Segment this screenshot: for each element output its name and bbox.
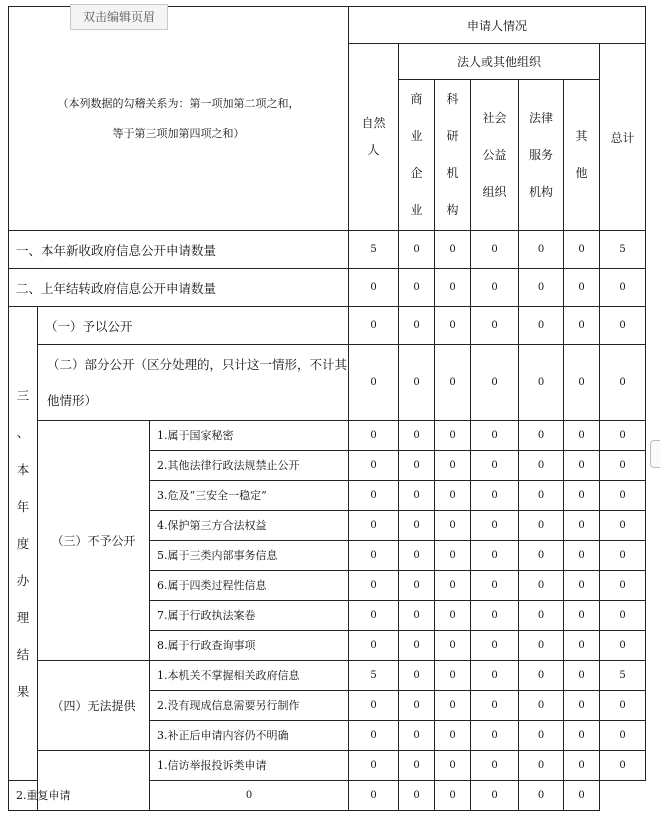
value-cell: 0 [399, 451, 435, 481]
value-cell: 0 [471, 721, 519, 751]
value-cell: 0 [435, 721, 471, 751]
value-cell: 0 [471, 307, 519, 345]
value-cell: 0 [349, 481, 399, 511]
value-cell: 0 [600, 307, 646, 345]
legal-org-header: 法人或其他组织 [399, 44, 600, 80]
reason-label: 8.属于行政查询事项 [150, 631, 349, 661]
value-cell: 0 [471, 511, 519, 541]
value-cell: 0 [471, 345, 519, 421]
value-cell: 0 [564, 751, 600, 781]
value-cell: 0 [399, 721, 435, 751]
reason-label: 5.属于三类内部事务信息 [150, 541, 349, 571]
value-cell: 0 [600, 269, 646, 307]
sub-unable: （四）无法提供 [38, 661, 150, 751]
value-cell: 0 [564, 721, 600, 751]
value-cell: 0 [519, 721, 564, 751]
value-cell: 0 [399, 269, 435, 307]
reason-label: 7.属于行政执法案卷 [150, 601, 349, 631]
value-cell: 0 [435, 571, 471, 601]
value-cell: 0 [600, 541, 646, 571]
value-cell: 0 [564, 781, 600, 811]
value-cell: 0 [471, 481, 519, 511]
value-cell: 0 [435, 601, 471, 631]
value-cell: 0 [435, 421, 471, 451]
value-cell: 0 [471, 751, 519, 781]
value-cell: 0 [435, 631, 471, 661]
value-cell: 0 [519, 571, 564, 601]
value-cell: 0 [600, 571, 646, 601]
value-cell: 0 [519, 345, 564, 421]
value-cell: 0 [349, 511, 399, 541]
value-cell: 0 [471, 451, 519, 481]
row-new-applications: 一、本年新收政府信息公开申请数量 [9, 231, 349, 269]
header-edit-tag[interactable]: 双击编辑页眉 [70, 4, 168, 30]
value-cell: 0 [600, 345, 646, 421]
value-cell: 5 [600, 231, 646, 269]
value-cell: 0 [349, 421, 399, 451]
research-header: 科 研 机 构 [435, 80, 471, 231]
value-cell: 0 [600, 751, 646, 781]
value-cell: 0 [471, 601, 519, 631]
value-cell: 5 [349, 231, 399, 269]
value-cell: 0 [399, 571, 435, 601]
value-cell: 0 [399, 345, 435, 421]
value-cell: 0 [564, 691, 600, 721]
value-cell: 0 [600, 631, 646, 661]
value-cell: 0 [399, 781, 435, 811]
value-cell: 0 [349, 269, 399, 307]
reason-label: 2.其他法律行政法规禁止公开 [150, 451, 349, 481]
value-cell: 0 [399, 481, 435, 511]
value-cell: 0 [519, 661, 564, 691]
value-cell: 0 [435, 451, 471, 481]
value-cell: 0 [435, 661, 471, 691]
sub-partial: （二）部分公开（区分处理的，只计这一情形，不计其他情形） [38, 345, 349, 421]
value-cell: 0 [471, 661, 519, 691]
sub-not-open: （三）不予公开 [38, 421, 150, 661]
value-cell: 0 [600, 451, 646, 481]
disclosure-table [8, 6, 646, 811]
legal-service-header: 法律 服务 机构 [519, 80, 564, 231]
value-cell: 0 [435, 269, 471, 307]
value-cell: 0 [564, 511, 600, 541]
value-cell: 0 [600, 601, 646, 631]
value-cell: 0 [399, 751, 435, 781]
value-cell: 0 [564, 451, 600, 481]
value-cell: 0 [399, 541, 435, 571]
value-cell: 0 [399, 691, 435, 721]
value-cell: 0 [471, 691, 519, 721]
other-header: 其 他 [564, 80, 600, 231]
value-cell: 0 [471, 571, 519, 601]
value-cell: 0 [435, 511, 471, 541]
reason-label: 1.信访举报投诉类申请 [150, 751, 349, 781]
reason-label: 1.本机关不掌握相关政府信息 [150, 661, 349, 691]
value-cell: 0 [349, 345, 399, 421]
value-cell: 0 [471, 231, 519, 269]
reason-label: 2.重复申请 [9, 781, 38, 811]
value-cell: 0 [150, 781, 349, 811]
value-cell: 0 [471, 631, 519, 661]
value-cell: 0 [564, 307, 600, 345]
business-header: 商 业 企 业 [399, 80, 435, 231]
value-cell: 0 [435, 345, 471, 421]
value-cell: 0 [435, 691, 471, 721]
applicant-header: 申请人情况 [349, 7, 646, 44]
value-cell: 0 [564, 269, 600, 307]
note-cell [9, 7, 349, 231]
value-cell: 0 [519, 541, 564, 571]
value-cell: 0 [349, 541, 399, 571]
value-cell: 0 [349, 781, 399, 811]
social-org-header: 社会 公益 组织 [471, 80, 519, 231]
value-cell: 0 [471, 781, 519, 811]
value-cell: 0 [519, 751, 564, 781]
value-cell: 0 [564, 601, 600, 631]
value-cell: 0 [519, 631, 564, 661]
total-header: 总计 [600, 44, 646, 231]
value-cell: 0 [564, 421, 600, 451]
value-cell: 0 [435, 481, 471, 511]
value-cell: 0 [399, 231, 435, 269]
value-cell: 0 [519, 451, 564, 481]
value-cell: 0 [471, 421, 519, 451]
value-cell: 0 [349, 601, 399, 631]
value-cell: 0 [600, 481, 646, 511]
value-cell: 5 [600, 661, 646, 691]
value-cell: 0 [600, 691, 646, 721]
value-cell: 0 [349, 721, 399, 751]
reason-label: 3.危及“三安全一稳定” [150, 481, 349, 511]
note-line: 等于第三项加第四项之和） [112, 126, 245, 140]
value-cell: 0 [399, 421, 435, 451]
value-cell: 0 [471, 541, 519, 571]
value-cell: 0 [564, 571, 600, 601]
value-cell: 0 [399, 631, 435, 661]
value-cell: 0 [349, 751, 399, 781]
value-cell: 0 [600, 421, 646, 451]
value-cell: 0 [564, 345, 600, 421]
value-cell: 0 [519, 781, 564, 811]
category-three-label: 三 、 本 年 度 办 理 结 果 [9, 307, 38, 781]
value-cell: 0 [519, 307, 564, 345]
value-cell: 0 [399, 601, 435, 631]
note-line: （本列数据的勾稽关系为：第一项加第二项之和， [57, 96, 300, 110]
reason-label: 6.属于四类过程性信息 [150, 571, 349, 601]
value-cell: 0 [399, 307, 435, 345]
value-cell: 0 [519, 481, 564, 511]
sub-open: （一）予以公开 [38, 307, 349, 345]
value-cell: 0 [399, 661, 435, 691]
value-cell: 0 [519, 421, 564, 451]
value-cell: 0 [435, 231, 471, 269]
value-cell: 0 [600, 721, 646, 751]
value-cell: 0 [564, 481, 600, 511]
side-scroll-tab[interactable] [650, 440, 660, 468]
natural-person-header: 自然 人 [349, 44, 399, 231]
value-cell: 0 [471, 269, 519, 307]
value-cell: 0 [435, 781, 471, 811]
value-cell: 0 [519, 231, 564, 269]
reason-label: 4.保护第三方合法权益 [150, 511, 349, 541]
value-cell: 0 [435, 307, 471, 345]
reason-label: 3.补正后申请内容仍不明确 [150, 721, 349, 751]
value-cell: 0 [564, 541, 600, 571]
row-carried-over: 二、上年结转政府信息公开申请数量 [9, 269, 349, 307]
value-cell: 0 [564, 231, 600, 269]
value-cell: 5 [349, 661, 399, 691]
value-cell: 0 [519, 511, 564, 541]
value-cell: 0 [399, 511, 435, 541]
value-cell: 0 [519, 691, 564, 721]
value-cell: 0 [349, 691, 399, 721]
value-cell: 0 [349, 631, 399, 661]
value-cell: 0 [564, 631, 600, 661]
value-cell: 0 [349, 451, 399, 481]
value-cell: 0 [564, 661, 600, 691]
value-cell: 0 [349, 571, 399, 601]
reason-label: 2.没有现成信息需要另行制作 [150, 691, 349, 721]
value-cell: 0 [435, 751, 471, 781]
value-cell: 0 [349, 307, 399, 345]
value-cell: 0 [435, 541, 471, 571]
reason-label: 1.属于国家秘密 [150, 421, 349, 451]
value-cell: 0 [519, 601, 564, 631]
value-cell: 0 [519, 269, 564, 307]
value-cell: 0 [600, 511, 646, 541]
